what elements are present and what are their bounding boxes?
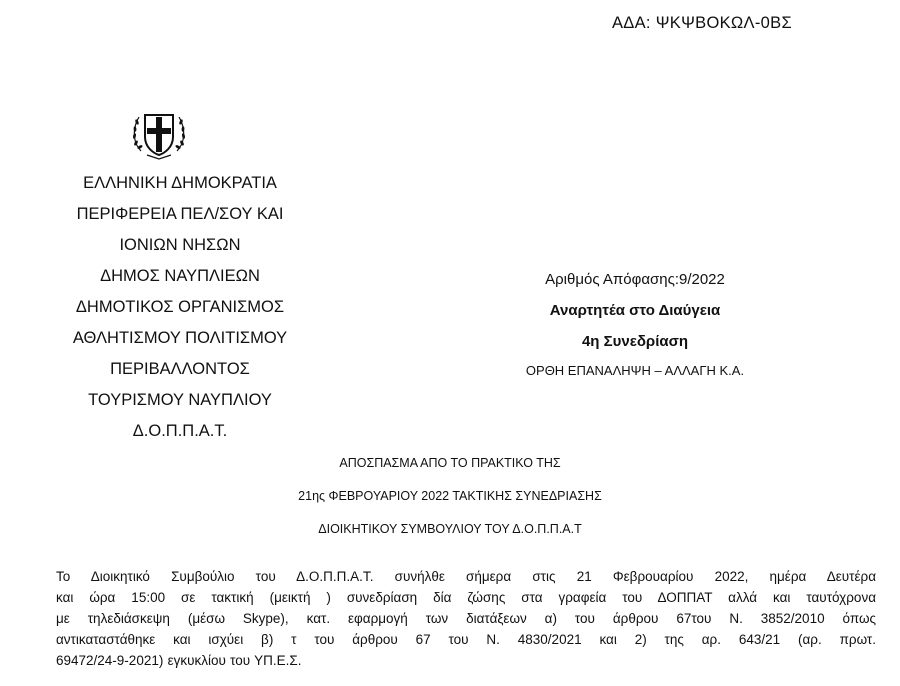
extract-heading [180, 452, 720, 551]
decision-info [480, 264, 790, 385]
session-number: 4η Συνεδρίαση [581, 333, 689, 350]
issuer-line: ΤΟΥΡΙΣΜΟΥ ΝΑΥΠΛΙΟΥ [88, 391, 272, 409]
issuer-line: ΑΘΛΗΤΙΣΜΟΥ ΠΟΛΙΤΙΣΜΟΥ [72, 329, 288, 347]
issuer-line: ΔΗΜΟΣ ΝΑΥΠΛΙΕΩΝ [100, 267, 260, 285]
issuer-block [40, 168, 320, 447]
extract-line-3: ΔΙΟΙΚΗΤΙΚΟΥ ΣΥΜΒΟΥΛΙΟΥ ΤΟΥ Δ.Ο.Π.Π.Α.Τ [318, 522, 582, 536]
issuer-line: ΙΟΝΙΩΝ ΝΗΣΩΝ [119, 236, 241, 254]
extract-line-1: ΑΠΟΣΠΑΣΜΑ ΑΠΟ ΤΟ ΠΡΑΚΤΙΚΟ ΤΗΣ [339, 456, 561, 470]
issuer-line: ΕΛΛΗΝΙΚΗ ΔΗΜΟΚΡΑΤΙΑ [83, 174, 277, 192]
body-line: με τηλεδιάσκεψη (μέσω Skype), κατ. εφαρμογή των διατάξεων α) του άρθρου 67του Ν. 3852/2010 όπως [56, 611, 876, 626]
body-line: 69472/24-9-2021) εγκυκλίου του ΥΠ.Ε.Σ. [56, 653, 302, 668]
greek-coat-of-arms-icon [127, 103, 191, 167]
issuer-line: ΠΕΡΙΒΑΛΛΟΝΤΟΣ [110, 360, 250, 378]
body-line: αντικαταστάθηκε και ισχύει β) τ του άρθρου 67 του Ν. 4830/2021 και 2) της αρ. 643/21 (αρ. πρωτ. [56, 632, 876, 647]
body-line: και ώρα 15:00 σε τακτική (μεικτή ) συνεδρίαση δία ζώσης στα γραφεία του ΔΟΠΠΑΤ αλλά και ταυτόχρονα [56, 590, 876, 605]
issuer-line: Δ.Ο.Π.Π.Α.Τ. [132, 422, 228, 440]
correction-notice: ΟΡΘΗ ΕΠΑΝΑΛΗΨΗ – ΑΛΛΑΓΗ Κ.Α. [525, 363, 745, 378]
ada-code: ΑΔΑ: ΨΚΨΒΟΚΩΛ-0ΒΣ [612, 14, 792, 32]
extract-line-2: 21ης ΦΕΒΡΟΥΑΡΙΟΥ 2022 ΤΑΚΤΙΚΗΣ ΣΥΝΕΔΡΙΑΣΗΣ [298, 489, 602, 503]
posted-notice: Αναρτητέα στο Διαύγεια [549, 302, 721, 319]
body-line: Το Διοικητικό Συμβούλιο του Δ.Ο.Π.Π.Α.Τ. συνήλθε σήμερα στις 21 Φεβρουαρίου 2022, ημέρα Δευτέρα [56, 569, 876, 584]
body-paragraph [56, 566, 876, 671]
decision-number: Αριθμός Απόφασης:9/2022 [545, 271, 725, 288]
issuer-line: ΔΗΜΟΤΙΚΟΣ ΟΡΓΑΝΙΣΜΟΣ [75, 298, 285, 316]
issuer-line: ΠΕΡΙΦΕΡΕΙΑ ΠΕΛ/ΣΟΥ ΚΑΙ [76, 205, 284, 223]
